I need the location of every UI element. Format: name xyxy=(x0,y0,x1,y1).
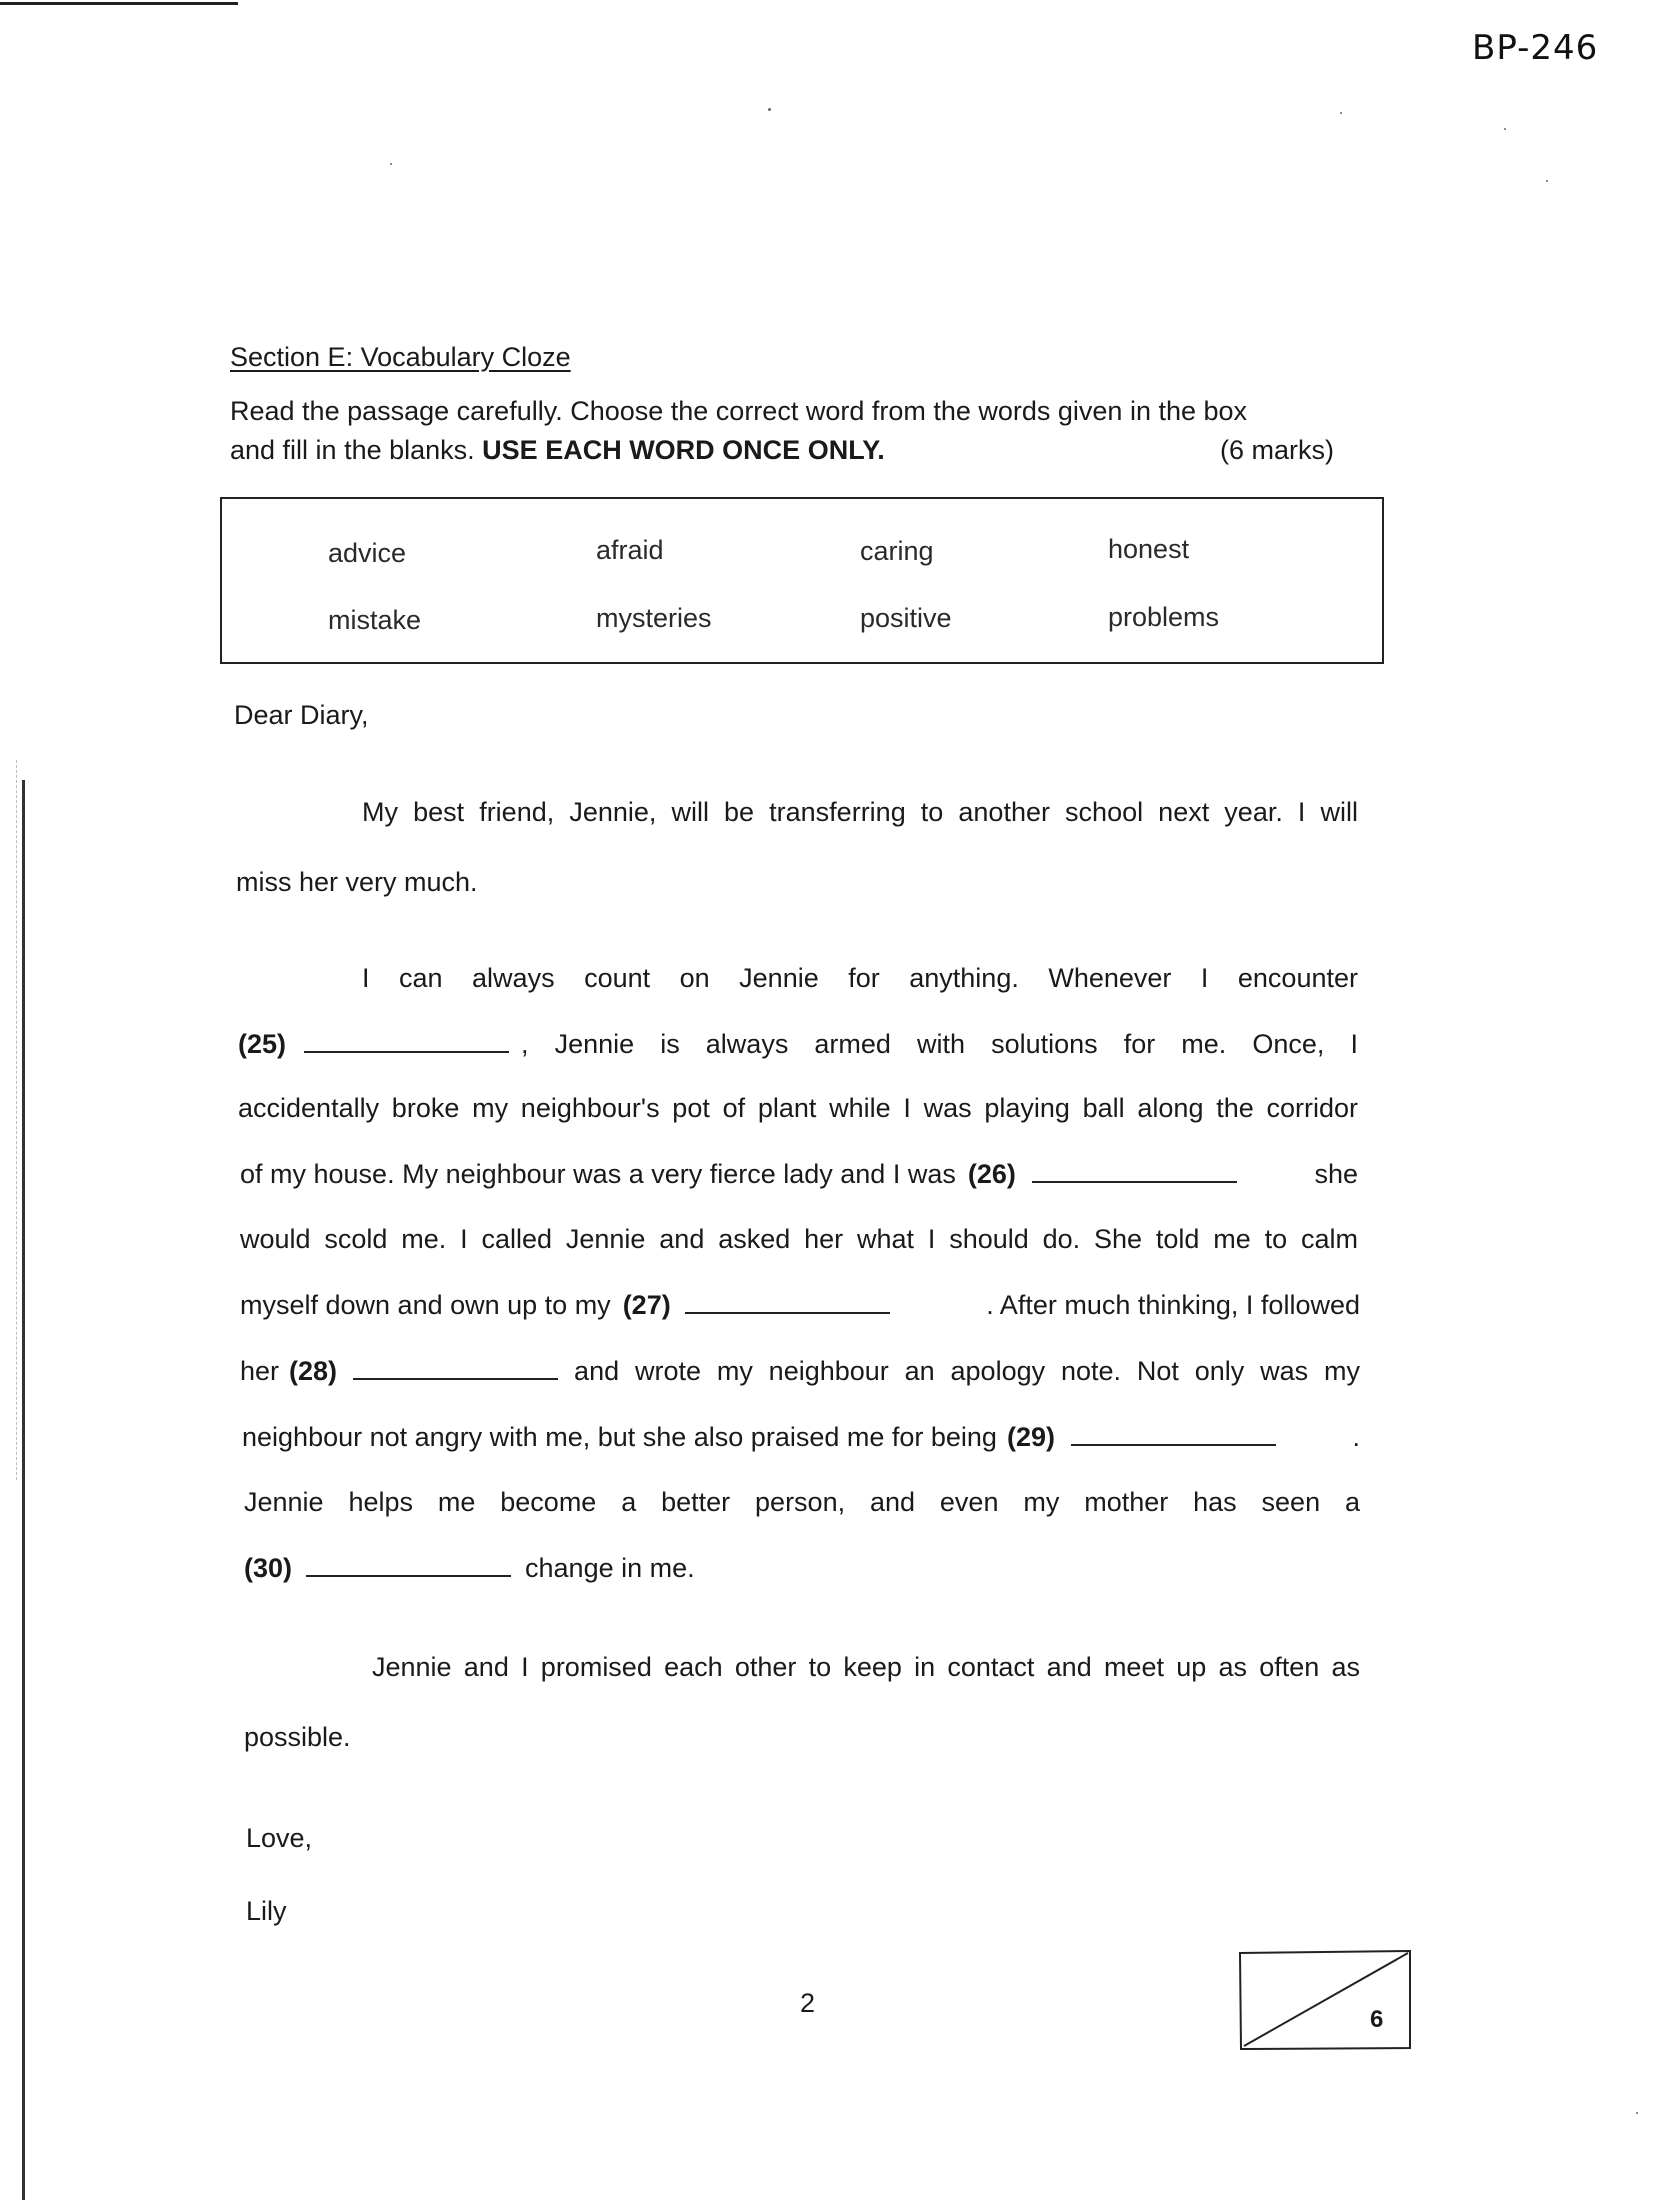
question-number-29: (29) xyxy=(1006,1422,1055,1452)
letter-closing: Love, xyxy=(246,1823,313,1853)
paragraph-1-line-1: My best friend, Jennie, will be transferring to another school next year. I will xyxy=(362,797,1358,827)
letter-greeting: Dear Diary, xyxy=(234,700,369,730)
word-option: mistake xyxy=(328,605,422,635)
paragraph-2-line-7-end: and wrote my neighbour an apology note. Not only was my xyxy=(574,1356,1360,1386)
scan-speck xyxy=(1340,112,1342,114)
question-number-28: (28) xyxy=(289,1356,338,1386)
document-code: BP-246 xyxy=(1472,28,1599,68)
paragraph-2-line-8-end: . xyxy=(1352,1422,1360,1452)
scan-speck xyxy=(768,108,771,111)
answer-blank-29[interactable] xyxy=(1071,1424,1276,1446)
paragraph-2-line-3: accidentally broke my neighbour's pot of plant while I was playing ball along the corridor xyxy=(238,1093,1358,1123)
section-title: Section E: Vocabulary Cloze xyxy=(230,342,571,372)
answer-blank-30[interactable] xyxy=(306,1555,511,1577)
scan-top-rule xyxy=(0,2,238,5)
question-number-27: (27) xyxy=(622,1290,671,1320)
paragraph-2-line-2 xyxy=(238,1029,1358,1060)
scan-speck xyxy=(1546,180,1548,182)
word-box xyxy=(220,497,1384,664)
scan-speck xyxy=(390,163,392,165)
answer-blank-27[interactable] xyxy=(685,1292,890,1314)
paragraph-2-line-4-end: she xyxy=(1314,1159,1358,1189)
score-box-diagonal xyxy=(1244,1953,1408,2046)
paragraph-2-line-7-text: her xyxy=(240,1356,280,1386)
score-box xyxy=(1238,1950,1412,2050)
word-option: caring xyxy=(860,536,934,566)
paragraph-2-line-10-text: change in me. xyxy=(525,1553,695,1583)
question-number-26: (26) xyxy=(967,1159,1016,1189)
word-option: honest xyxy=(1108,534,1190,564)
paragraph-2-line-6-text: myself down and own up to my xyxy=(240,1290,611,1320)
question-number-30: (30) xyxy=(244,1553,293,1583)
instruction-line-2 xyxy=(230,431,1350,470)
paragraph-2-line-6-end: . After much thinking, I followed xyxy=(986,1290,1360,1320)
paragraph-3-line-1: Jennie and I promised each other to keep in contact and meet up as often as xyxy=(372,1652,1360,1682)
paragraph-2-line-7 xyxy=(240,1356,1360,1387)
scan-left-faint-line xyxy=(16,760,17,1480)
word-option: mysteries xyxy=(596,603,712,633)
paragraph-2-line-10 xyxy=(244,1553,695,1584)
instruction-emphasis: USE EACH WORD ONCE ONLY. xyxy=(482,435,885,465)
paragraph-2-line-4 xyxy=(240,1159,1358,1190)
paragraph-3-line-2: possible. xyxy=(244,1722,351,1752)
score-total: 6 xyxy=(1370,2006,1384,2033)
answer-blank-26[interactable] xyxy=(1032,1161,1237,1183)
paragraph-2-line-2-text: , Jennie is always armed with solutions for me. Once, I xyxy=(521,1029,1358,1059)
question-number-25: (25) xyxy=(238,1029,287,1059)
word-option: advice xyxy=(328,538,407,568)
paragraph-2-line-4-text: of my house. My neighbour was a very fierce lady and I was xyxy=(240,1159,956,1189)
instructions xyxy=(230,392,1350,470)
paragraph-1-line-2: miss her very much. xyxy=(236,867,478,897)
scan-speck xyxy=(1504,128,1506,130)
scan-left-edge-line xyxy=(22,780,25,2200)
answer-blank-25[interactable] xyxy=(304,1031,509,1053)
scan-speck xyxy=(1636,2112,1638,2114)
word-option: afraid xyxy=(596,535,664,565)
instruction-line-1: Read the passage carefully. Choose the correct word from the words given in the box xyxy=(230,396,1248,426)
paragraph-2-line-6 xyxy=(240,1290,1360,1321)
instruction-line-2-text: and fill in the blanks. xyxy=(230,435,475,465)
page-number: 2 xyxy=(800,1988,816,2018)
paragraph-2-line-8 xyxy=(242,1422,1360,1453)
paragraph-2-line-5: would scold me. I called Jennie and asked her what I should do. She told me to calm xyxy=(240,1224,1358,1254)
marks-label: (6 marks) xyxy=(1220,435,1334,465)
paragraph-2-line-1: I can always count on Jennie for anything. Whenever I encounter xyxy=(362,963,1358,993)
paragraph-2-line-9: Jennie helps me become a better person, and even my mother has seen a xyxy=(244,1487,1360,1517)
answer-blank-28[interactable] xyxy=(353,1358,558,1380)
paragraph-2-line-8-text: neighbour not angry with me, but she also praised me for being xyxy=(242,1422,997,1452)
word-option: positive xyxy=(860,603,952,633)
word-option: problems xyxy=(1108,602,1220,632)
letter-signature: Lily xyxy=(246,1896,287,1926)
